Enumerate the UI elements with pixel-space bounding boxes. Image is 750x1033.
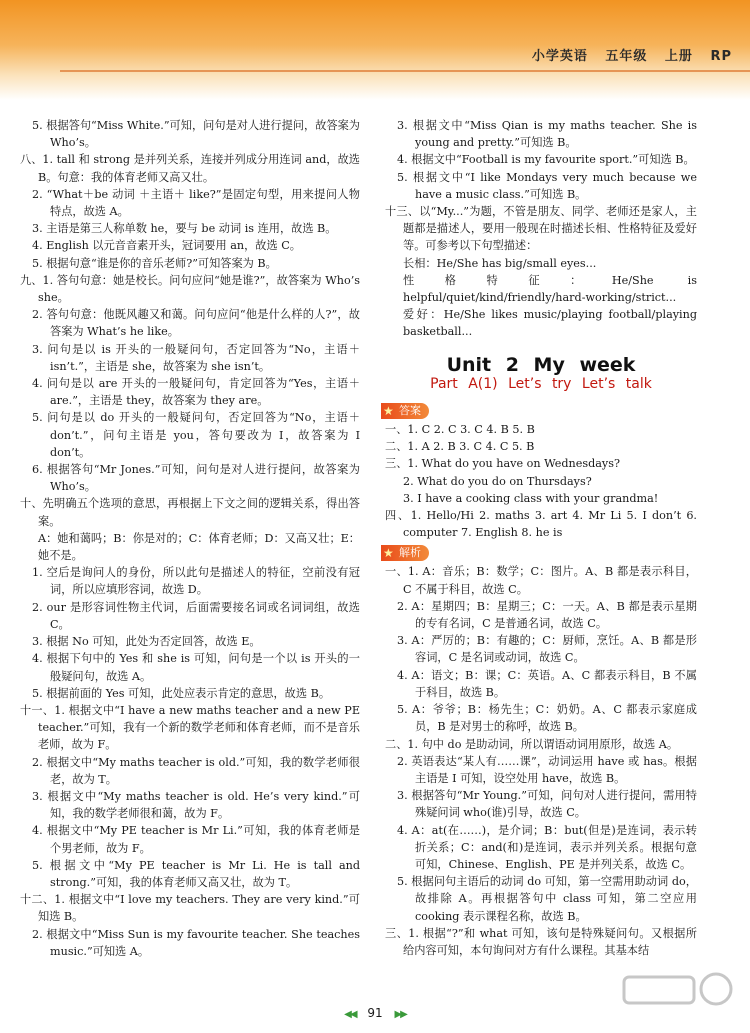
text-paragraph: 十二、1. 根据文中“I love my teachers. They are very kind.”可知选 B。 [20, 893, 360, 924]
text-paragraph: 6. 根据答句“Mr Jones.”可知，问句是对人进行提问，故答案为 Who’s。 [32, 463, 360, 494]
unit-title: Unit 2 My week [446, 353, 636, 376]
grade-label: 五年级 [605, 49, 648, 64]
prev-arrows-icon: ◀◀ [344, 1009, 356, 1020]
text-paragraph: 4. 根据下句中的 Yes 和 she is 可知，问句是一个以 is 开头的一般疑问句，故选 A。 [32, 652, 360, 683]
text-paragraph: 4. 根据文中“My PE teacher is Mr Li.”可知，我的体育老师是个男老师，故为 F。 [32, 824, 360, 855]
header-rule [60, 70, 750, 72]
text-paragraph: 3. 根据文中“My maths teacher is old. He’s very kind.”可知，我的数学老师很和蔼，故为 F。 [32, 789, 360, 821]
text-paragraph: 2. A：星期四；B：星期三；C：一天。A、B 都是表示星期的专有名词，C 是普通名词，故选 C。 [397, 599, 697, 631]
watermark-logo [618, 971, 736, 1029]
text-paragraph: 5. 根据文中“My PE teacher is Mr Li. He is tall and strong.”可知，我的体育老师又高又壮，故为 T。 [32, 858, 360, 889]
text-paragraph: 三、1. What do you have on Wednesdays? [385, 457, 620, 471]
text-paragraph: 4. 问句是以 are 开头的一般疑问句，肯定回答为“Yes，主语＋are.”，主语是 they，故答案为 they are。 [32, 377, 360, 408]
text-paragraph: 5. 根据问句主语后的动词 do 可知，第一空需用助动词 do，故排除 A。再根据答句中 class 可知，第二空应用 cooking 表示课程名称，故选 B。 [397, 875, 697, 923]
text-paragraph: 5. 根据前面的 Yes 可知，此处应表示肯定的意思，故选 B。 [32, 686, 331, 700]
text-paragraph: 二、1. A 2. B 3. C 4. C 5. B [385, 440, 535, 454]
text-paragraph: 3. I have a cooking class with your grandma! [403, 491, 659, 505]
text-paragraph: 2. 根据文中“My maths teacher is old.”可知，我的数学老师很老，故为 T。 [32, 755, 360, 786]
analysis-tag-label: 解析 [399, 546, 421, 560]
left-column [20, 117, 360, 960]
star-icon: ★ [383, 404, 394, 419]
right-top-items [385, 117, 697, 341]
text-paragraph: 5. 根据句意“谁是你的音乐老师?”可知答案为 B。 [32, 256, 277, 270]
text-paragraph: 3. 问句是以 is 开头的一般疑问句，否定回答为“No，主语＋isn’t.”，主语是 she，故答案为 she isn’t。 [32, 342, 360, 373]
text-paragraph: 十一、1. 根据文中“I have a new maths teacher and a new PE teacher.”可知，我有一个新的数学老师和体育老师，而不是音乐老师，故为 F。 [20, 703, 360, 752]
text-paragraph: 5. 问句是以 do 开头的一般疑问句，否定回答为“No，主语＋don’t.”，问句主语是 you，答句要改为 I，故答案为 I don’t。 [32, 411, 360, 459]
text-paragraph: 十三、以“My...”为题，不管是朋友、同学、老师还是家人，主题都是描述人，要用一般现在时描述长相、性格特征及爱好等。可参考以下句型描述： [385, 205, 697, 253]
text-paragraph: 3. 主语是第三人称单数 he，要与 be 动词 is 连用，故选 B。 [32, 222, 337, 236]
page-header-band [0, 0, 750, 100]
text-paragraph: 三、1. 根据“?”和 what 可知，该句是特殊疑问句。又根据所给内容可知，本句询问对方有什么课程。其基本结 [385, 926, 697, 957]
answers-tag-label: 答案 [399, 404, 421, 418]
text-paragraph: 5. 根据答句“Miss White.”可知，问句是对人进行提问，故答案为 Who’s。 [32, 119, 360, 150]
text-paragraph: 爱好：He/She likes music/playing football/playing basketball... [403, 308, 697, 339]
analysis-list [385, 563, 697, 959]
right-column [385, 117, 697, 959]
subject-label: 小学英语 [531, 49, 588, 64]
answers-list [385, 421, 697, 541]
text-paragraph: 2. 答句句意：他既风趣又和蔼。问句应问“他是什么样的人?”，故答案为 What’s he like。 [32, 308, 360, 339]
text-paragraph: 5. 根据文中“I like Mondays very much because we have a music class.”可知选 B。 [397, 170, 697, 201]
text-paragraph: 2. our 是形容词性物主代词，后面需要接名词或名词词组，故选 C。 [32, 600, 360, 631]
book-title [520, 45, 732, 64]
text-paragraph: 4. English 以元音音素开头，冠词要用 an，故选 C。 [32, 239, 301, 253]
text-paragraph: 2. What do you do on Thursdays? [403, 474, 592, 488]
text-paragraph: 九、1. 答句句意：她是校长。问句应问“她是谁?”，故答案为 Who’s she。 [20, 273, 360, 305]
text-paragraph: 5. A：爷爷；B：杨先生；C：奶奶。A、C 都表示家庭成员，B 是对男士的称呼，故选 B。 [397, 703, 697, 734]
text-paragraph: 3. 根据 No 可知，此处为否定回答，故选 E。 [32, 635, 261, 649]
next-arrows-icon: ▶▶ [394, 1009, 406, 1020]
text-paragraph: 3. 根据文中“Miss Qian is my maths teacher. She is young and pretty.”可知选 B。 [397, 119, 697, 150]
analysis-tag [381, 545, 429, 561]
text-paragraph: 3. A：严厉的；B：有趣的；C：厨师，烹饪。A、B 都是形容词，C 是名词或动词，故选 C。 [397, 634, 697, 665]
part-title: Part A(1) Let’s try Let’s talk [430, 375, 652, 392]
text-paragraph: 一、1. A：音乐；B：数学；C：图片。A、B 都是表示科目，C 不属于科目，故选 C。 [385, 565, 697, 596]
text-paragraph: 3. 根据答句“Mr Young.”可知，问句对人进行提问，需用特殊疑问词 who(谁)引导，故选 C。 [397, 789, 697, 820]
text-paragraph: 一、1. C 2. C 3. C 4. B 5. B [385, 423, 535, 437]
text-paragraph: 4. A：语文；B：课；C：英语。A、C 都表示科目，B 不属于科目，故选 B。 [397, 668, 697, 699]
edition-label: RP [710, 49, 732, 64]
text-paragraph: 2. 英语表达“某人有……课”，动词运用 have 或 has。根据主语是 I 可知，设空处用 have，故选 B。 [397, 754, 697, 785]
text-paragraph: 四、1. Hello/Hi 2. maths 3. art 4. Mr Li 5. I don’t 6. computer 7. English 8. he is [385, 509, 697, 540]
answers-tag [381, 403, 429, 419]
volume-label: 上册 [664, 49, 693, 64]
text-paragraph: 性格特征：He/She is helpful/quiet/kind/friendly/hard-working/strict... [403, 273, 697, 305]
star-icon: ★ [383, 546, 394, 561]
text-paragraph: 4. 根据文中“Football is my favourite sport.”可知选 B。 [397, 153, 695, 167]
text-paragraph: 十、先明确五个选项的意思，再根据上下文之间的逻辑关系，得出答案。 [20, 497, 360, 528]
page-number: 91 [367, 1006, 383, 1020]
text-paragraph: 2. “What＋be 动词 ＋主语＋ like?”是固定句型，用来提问人物特点，故选 A。 [32, 187, 360, 219]
text-paragraph: 4. A：at(在……)，是介词；B：but(但是)是连词，表示转折关系；C：and(和)是连词，表示并列关系。根据句意可知，Chinese、English、PE 是并列关系，故选 C。 [397, 823, 697, 871]
text-paragraph: A：她和蔼吗；B：你是对的；C：体育老师；D：又高又壮；E：她不是。 [38, 531, 360, 563]
text-paragraph: 长相：He/She has big/small eyes... [403, 256, 597, 270]
text-paragraph: 2. 根据文中“Miss Sun is my favourite teacher. She teaches music.”可知选 A。 [32, 927, 360, 958]
watermark-emblem-icon [618, 971, 736, 1011]
text-paragraph: 二、1. 句中 do 是助动词，所以谓语动词用原形，故选 A。 [385, 737, 679, 751]
text-paragraph: 八、1. tall 和 strong 是并列关系，连接并列成分用连词 and，故选 B。句意：我的体育老师又高又壮。 [20, 153, 360, 184]
text-paragraph: 1. 空后是询问人的身份，所以此句是描述人的特征，空前没有冠词，所以应填形容词，故选 D。 [32, 566, 360, 597]
